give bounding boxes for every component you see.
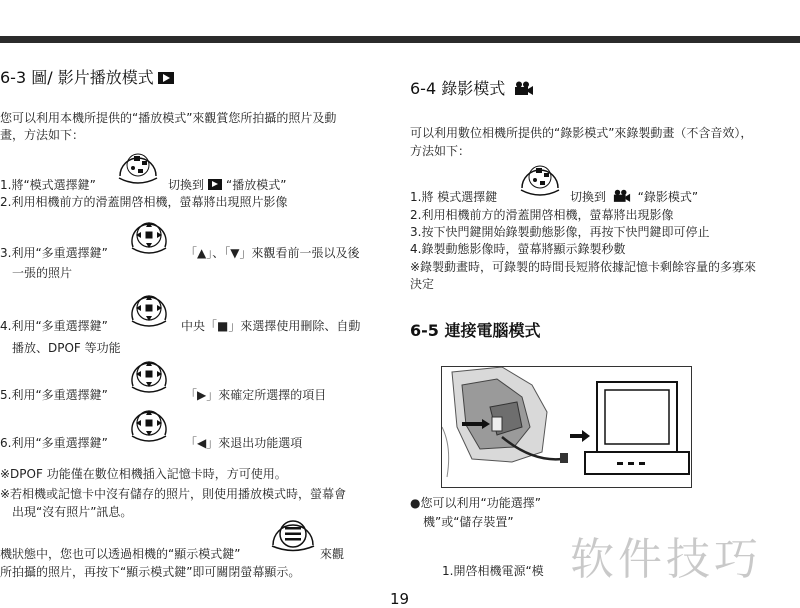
watermark-text: 软件技巧 [570,534,762,585]
left-step1-switch: 切換到 “播放模式” [168,178,287,192]
left-step4-cont: 播放、DPOF 等功能 [12,341,121,355]
left-tail1b: 來觀 [320,547,345,561]
section-title-movie: 6-4 錄影模式 [410,76,534,100]
left-note3: 出現“沒有照片”訊息。 [12,505,133,519]
left-step6-text: 「◀」來退出功能選項 [185,436,303,450]
multi-selector-icon [128,290,170,335]
pc-connection-diagram [441,366,692,488]
right-bullet1: ●您可以利用“功能選擇” [410,496,541,510]
left-step4-label: 4.利用“多重選擇鍵” [0,319,108,333]
computer-monitor-icon [585,382,689,474]
right-step1-switch: 切換到 “錄影模式” [570,189,698,208]
play-mode-icon [208,179,222,190]
left-step2: 2.利用相機前方的滑蓋開啓相機，螢幕將出現照片影像 [0,195,288,209]
multi-selector-icon [128,217,170,262]
top-rule [0,36,800,43]
left-step3-cont: 一張的照片 [12,266,73,280]
page-number: 19 [390,590,410,608]
left-note2: ※若相機或記憶卡中沒有儲存的照片，則使用播放模式時，螢幕會 [0,487,347,501]
left-step6-label: 6.利用“多重選擇鍵” [0,436,108,450]
multi-selector-icon [128,356,170,401]
section-title-playback: 6-3 圖/ 影片播放模式 [0,65,174,88]
right-bullet2: 機”或“儲存裝置” [423,515,514,529]
left-step3-label: 3.利用“多重選擇鍵” [0,246,108,260]
movie-camera-icon [613,189,631,208]
left-intro-line1: 您可以利用本機所提供的“播放模式”來觀賞您所拍攝的照片及動 [0,111,337,125]
right-note1: ※錄製動畫時，可錄製的時間長短將依據記憶卡剩餘容量的多寡來 [410,260,757,274]
right-bullet3: 1.開啓相機電源“模 [442,564,544,578]
left-note1: ※DPOF 功能僅在數位相機插入記憶卡時，方可使用。 [0,467,287,481]
left-step4-text: 中央「■」來選擇使用刪除、自動 [181,319,361,333]
right-intro-line1: 可以利用數位相機所提供的“錄影模式”來錄製動畫（不含音效）， [410,126,753,140]
multi-selector-icon [128,405,170,450]
play-mode-icon [158,72,174,84]
left-step3-text: 「▲」、「▼」來觀看前一張以及後 [185,246,360,260]
left-step1-label: 1.將“模式選擇鍵” [0,178,96,192]
right-intro-line2: 方法如下： [410,144,471,158]
display-button-icon [270,517,316,558]
mode-dial-icon [116,148,160,193]
right-step4: 4.錄製動態影像時，螢幕將顯示錄製秒數 [410,242,626,256]
movie-camera-icon [514,81,534,100]
camera-usb-photo [442,367,570,487]
right-step3: 3.按下快門鍵開始錄製動態影像，再按下快門鍵即可停止 [410,225,710,239]
right-step1-label: 1.將 模式選擇鍵 [410,190,498,204]
left-tail2: 所拍攝的照片，再按下“顯示模式鍵”即可關閉螢幕顯示。 [0,565,301,579]
right-note2: 決定 [410,277,435,291]
left-step5-label: 5.利用“多重選擇鍵” [0,388,108,402]
left-tail1: 機狀態中，您也可以透過相機的“顯示模式鍵” [0,547,241,561]
left-intro-line2: 畫，方法如下： [0,128,85,142]
section-title-pc: 6-5 連接電腦模式 [410,321,541,340]
right-step2: 2.利用相機前方的滑蓋開啓相機，螢幕將出現影像 [410,208,674,222]
mode-dial-icon [518,160,562,205]
left-step5-text: 「▶」來確定所選擇的項目 [185,388,327,402]
